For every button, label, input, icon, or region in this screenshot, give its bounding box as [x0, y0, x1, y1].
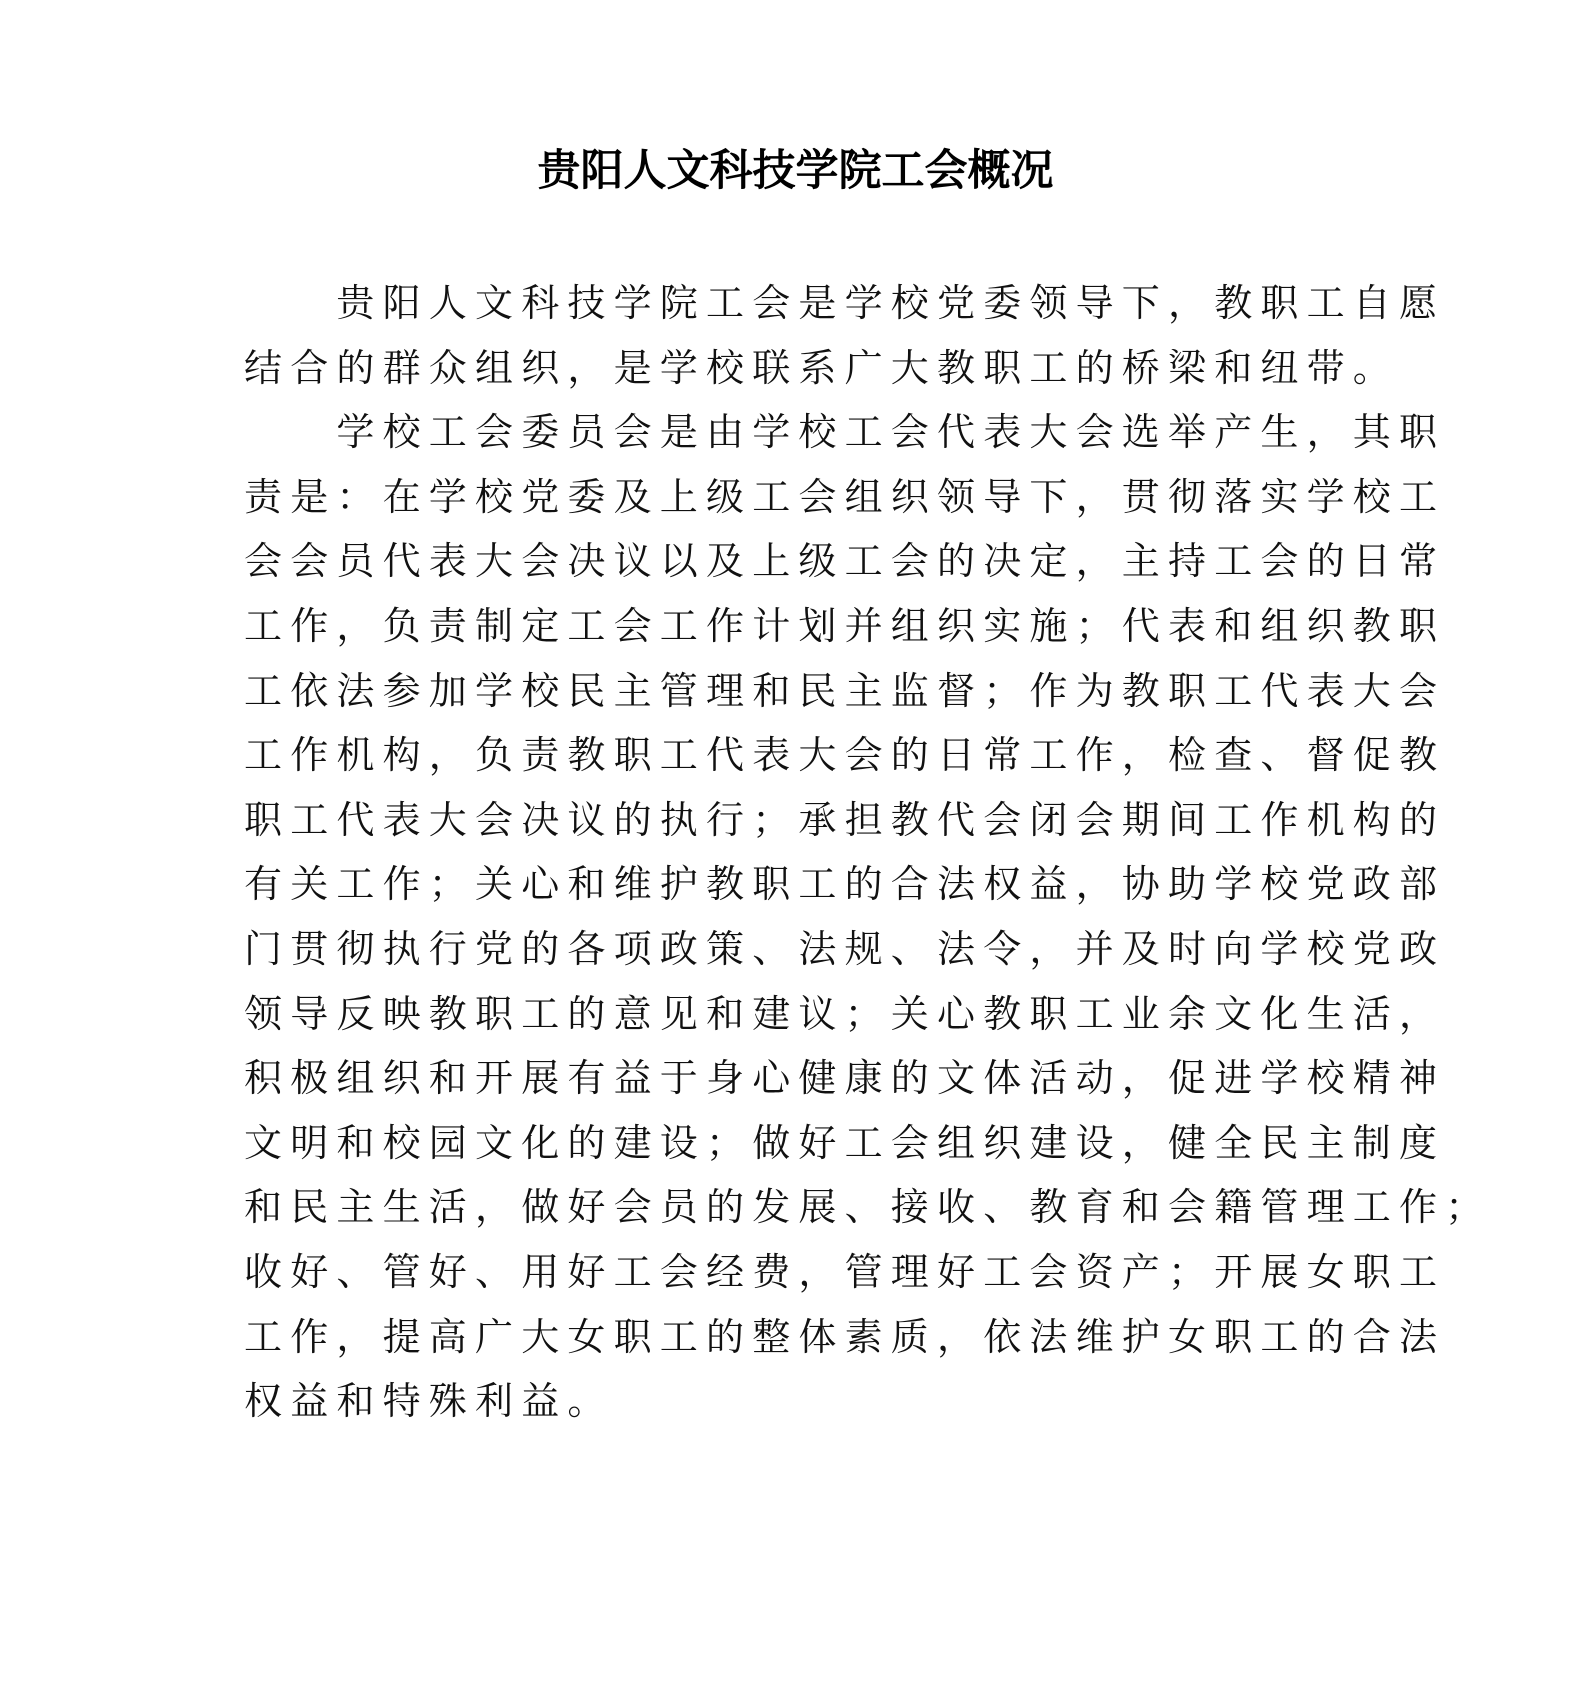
- paragraph-1-line-2: 结合的群众组织，是学校联系广大教职工的桥梁和纽带。: [244, 345, 1400, 390]
- paragraph-2-line-12: 文明和校园文化的建设；做好工会组织建设，健全民主制度: [244, 1120, 1446, 1165]
- paragraph-2-line-10: 领导反映教职工的意见和建议；关心教职工业余文化生活，: [244, 991, 1446, 1036]
- document-title: [0, 143, 1587, 199]
- paragraph-1-line-1: 贵阳人文科技学院工会是学校党委领导下，教职工自愿: [244, 281, 1446, 325]
- paragraph-2-line-11: 积极组织和开展有益于身心健康的文体活动，促进学校精神: [244, 1056, 1446, 1101]
- paragraph-2-line-1: 学校工会委员会是由学校工会代表大会选举产生，其职: [244, 410, 1446, 455]
- paragraph-2-line-14: 收好、管好、用好工会经费，管理好工会资产；开展女职工: [244, 1249, 1446, 1294]
- paragraph-2-line-15: 工作，提高广大女职工的整体素质，依法维护女职工的合法: [244, 1314, 1446, 1359]
- document-body: [244, 271, 1492, 1434]
- paragraph-2-line-7: 职工代表大会决议的执行；承担教代会闭会期间工作机构的: [244, 797, 1446, 842]
- paragraph-2-line-4: 工作，负责制定工会工作计划并组织实施；代表和组织教职: [244, 603, 1446, 648]
- paragraph-2-line-16: 权益和特殊利益。: [244, 1379, 614, 1424]
- paragraph-2-line-6: 工作机构，负责教职工代表大会的日常工作，检查、督促教: [244, 733, 1446, 778]
- document-title-text: 贵阳人文科技学院工会概况: [537, 146, 1054, 196]
- paragraph-2-line-13: 和民主生活，做好会员的发展、接收、教育和会籍管理工作；: [244, 1185, 1492, 1230]
- paragraph-2-line-9: 门贯彻执行党的各项政策、法规、法令，并及时向学校党政: [244, 926, 1446, 971]
- paragraph-2-line-2: 责是：在学校党委及上级工会组织领导下，贯彻落实学校工: [244, 474, 1446, 519]
- paragraph-2-line-8: 有关工作；关心和维护教职工的合法权益，协助学校党政部: [244, 862, 1446, 907]
- paragraph-2-line-5: 工依法参加学校民主管理和民主监督；作为教职工代表大会: [244, 668, 1446, 713]
- paragraph-2-line-3: 会会员代表大会决议以及上级工会的决定，主持工会的日常: [244, 539, 1446, 584]
